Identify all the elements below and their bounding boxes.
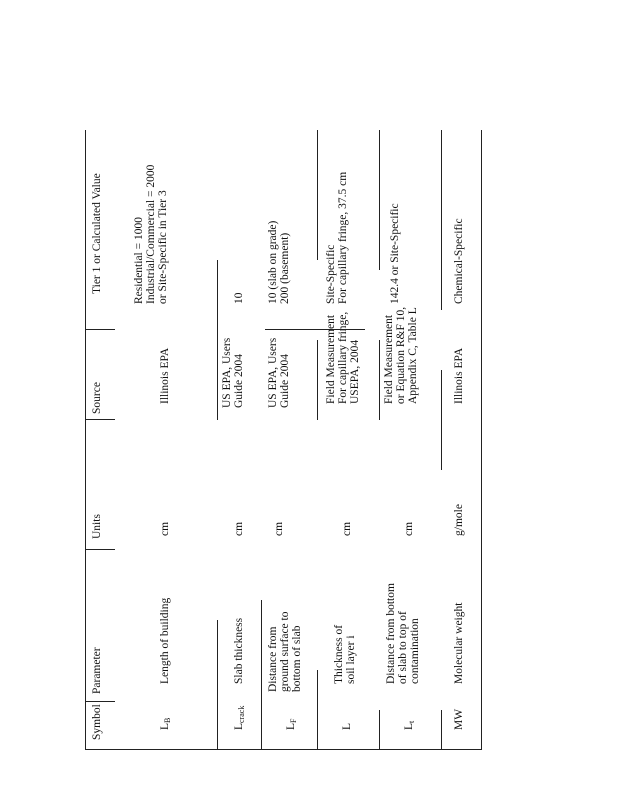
table-rule (85, 549, 115, 550)
table-rule (481, 130, 482, 750)
row-value: 142.4 or Site-Specific (389, 203, 401, 304)
row-symbol: L (341, 722, 353, 730)
table-row (379, 130, 441, 750)
table-rule (85, 749, 482, 750)
row-parameter: Distance from bottom of slab to top of contamination (385, 583, 421, 684)
header-value: Tier 1 or Calculated Value (91, 173, 103, 294)
row-parameter: Length of building (159, 597, 171, 684)
table-rule (261, 600, 262, 750)
table-rule (317, 670, 318, 750)
row-symbol: MW (453, 708, 465, 730)
row-value: 10 (233, 292, 245, 304)
table-rule (379, 130, 380, 270)
table-row (217, 130, 263, 750)
row-source: Illinois EPA (159, 347, 171, 404)
header-parameter: Parameter (91, 647, 103, 694)
table-rule (441, 130, 442, 310)
table-rule (441, 370, 442, 470)
row-source: Field Measurement or Equation R&F 10, Appendix C, Table L (383, 306, 419, 404)
table-rule (85, 329, 115, 330)
table-rule (85, 419, 115, 420)
row-source: US EPA, Users Guide 2004 (221, 337, 245, 408)
row-value: Residential = 1000 Industrial/Commercial = 2000 or Site-Specific in Tier 3 (133, 164, 169, 304)
row-units: cm (159, 521, 171, 536)
row-symbol: $L_B$ (159, 717, 172, 730)
row-symbol: $L_{crack}$ (233, 705, 246, 730)
table-row (441, 130, 481, 750)
table-rule (265, 329, 365, 330)
header-symbol: Symbol (91, 704, 103, 740)
table-header-row (85, 130, 121, 750)
table-rule (379, 710, 380, 750)
row-units: cm (341, 521, 353, 536)
header-source: Source (91, 382, 103, 414)
table-row (263, 130, 317, 750)
header-units: Units (91, 514, 103, 539)
row-source: Field Measurement For capillary fringe, USEPA, 2004 (325, 311, 361, 404)
row-symbol: $L_F$ (285, 718, 298, 730)
table-rule (85, 701, 115, 702)
row-source: US EPA, Users Guide 2004 (267, 337, 291, 408)
row-value: 10 (slab on grade) 200 (basement) (267, 220, 291, 304)
table-rule (441, 710, 442, 750)
row-parameter: Molecular weight (453, 602, 465, 684)
table-rule (217, 260, 218, 420)
table-rule (317, 130, 318, 260)
row-units: cm (233, 521, 245, 536)
row-parameter: Slab thickness (233, 617, 245, 684)
table-rule (85, 130, 86, 750)
row-source: Illinois EPA (453, 347, 465, 404)
table-row (121, 130, 217, 750)
row-parameter: Thickness of soil layer i (333, 624, 357, 684)
row-value: Site-Specific For capillary fringe, 37.5 cm (325, 171, 349, 304)
parameter-table (85, 130, 495, 750)
table-rule (217, 620, 218, 750)
row-value: Chemical-Specific (453, 218, 465, 304)
row-symbol: $L_t$ (403, 720, 416, 730)
row-units: g/mole (453, 504, 465, 536)
row-parameter: Distance from ground surface to bottom of slab (267, 611, 303, 692)
table-rule (317, 340, 318, 420)
table-row (317, 130, 379, 750)
table-rule (379, 340, 380, 420)
row-units: cm (273, 521, 285, 536)
row-units: cm (403, 521, 415, 536)
